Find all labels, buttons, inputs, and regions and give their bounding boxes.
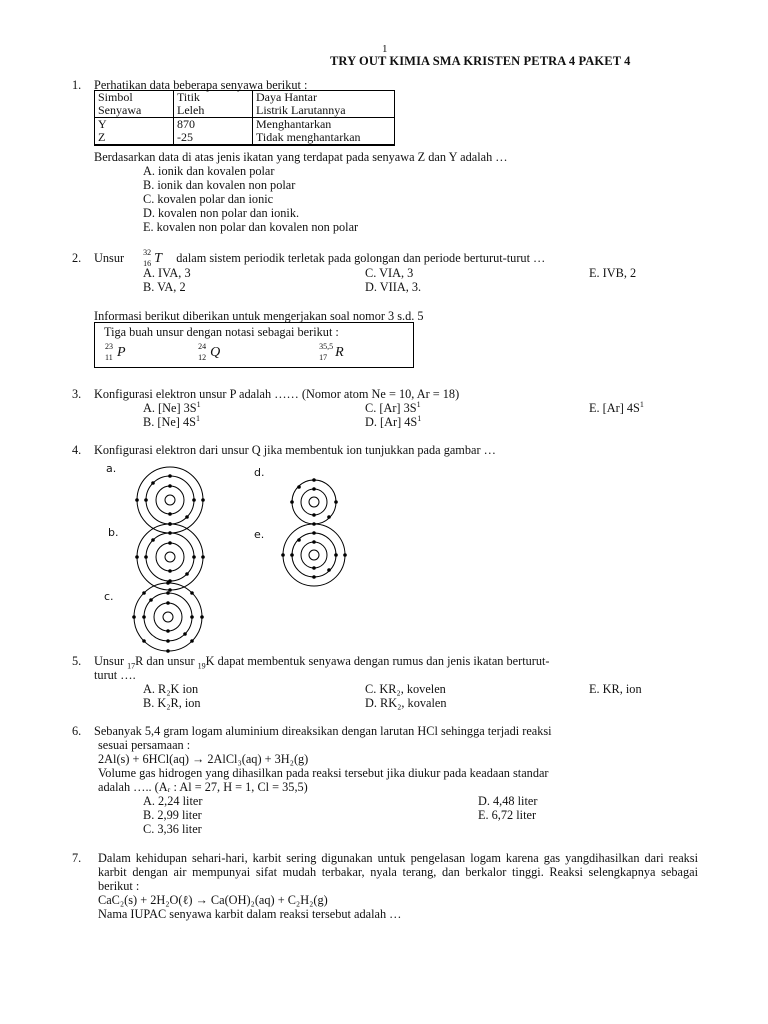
option-b[interactable]: B. K₂R, ion [143, 696, 201, 710]
option-b[interactable]: B. [Ne] $4S^1$ [143, 413, 200, 429]
option-d[interactable]: D. kovalen non polar dan ionik. [143, 206, 300, 220]
option-b[interactable]: B. ionik dan kovalen non polar [143, 178, 296, 192]
option-d[interactable]: D. RK₂, kovalen [365, 696, 447, 710]
option-b[interactable]: b. [108, 526, 119, 539]
option-e[interactable]: E. 6,72 liter [478, 808, 537, 822]
question-text: Perhatikan data beberapa senyawa berikut : [94, 78, 308, 92]
table-header: Daya Hantar Listrik Larutannya [253, 91, 395, 118]
nuclide-p: 23 11 P [105, 342, 126, 362]
question-number: 7. [72, 851, 82, 865]
question-text: Volume gas hidrogen yang dihasilkan pada reaksi tersebut jika diukur pada keadaan standar [98, 766, 549, 780]
option-e[interactable]: E. kovalen non polar dan kovalen non polar [143, 220, 359, 234]
option-a[interactable]: A. IVA, 3 [143, 266, 191, 280]
option-c[interactable]: C. kovalen polar dan ionic [143, 192, 274, 206]
option-a[interactable]: A. 2,24 liter [143, 794, 203, 808]
question-text: Konfigurasi elektron dari unsur Q jika membentuk ion tunjukkan pada gambar … [94, 443, 496, 457]
option-d[interactable]: D. VIIA, 3. [365, 280, 422, 294]
nuclide-r: 35,5 17 R [319, 342, 344, 362]
option-b[interactable]: B. 2,99 liter [143, 808, 202, 822]
table-header: Simbol Senyawa [95, 91, 174, 118]
option-e[interactable]: E. IVB, 2 [589, 266, 637, 280]
reaction-equation: 2Al(s) + 6HCl(aq) → 2AlCl₃(aq) + 3H₂(g) [98, 752, 309, 766]
option-c[interactable]: C. KR₂, kovelen [365, 682, 446, 696]
bohr-models [100, 460, 400, 660]
option-d[interactable]: D. [Ar] $4S^1$ [365, 413, 422, 429]
option-a[interactable]: a. [106, 462, 117, 475]
table-row [95, 118, 395, 145]
option-e[interactable]: e. [254, 528, 265, 541]
compound-table [94, 90, 395, 146]
question-text: Unsur 32 16 T dalam sistem periodik terletak pada golongan dan periode berturut-turut … [94, 248, 546, 268]
question-followup: Berdasarkan data di atas jenis ikatan yang terdapat pada senyawa Z dan Y adalah … [94, 150, 508, 164]
question-text: sesuai persamaan : [98, 738, 191, 752]
question-text: adalah ….. (Aᵣ : Al = 27, H = 1, Cl = 35,5) [98, 780, 308, 794]
question-text-cont: turut …. [94, 668, 136, 682]
question-number: 6. [72, 724, 82, 738]
info-box-text: Tiga buah unsur dengan notasi sebagai berikut : [104, 325, 339, 339]
option-c[interactable]: C. 3,36 liter [143, 822, 202, 836]
atom-diagrams [100, 460, 400, 660]
option-e[interactable]: E. [Ar] $4S^1$ [589, 399, 644, 415]
table-header: Titik Leleh [174, 91, 253, 118]
page-number: 1 [382, 43, 388, 55]
question-number: 5. [72, 654, 82, 668]
question-number: 1. [72, 78, 82, 92]
info-text: Informasi berikut diberikan untuk mengerjakan soal nomor 3 s.d. 5 [94, 309, 424, 323]
option-d[interactable]: d. [254, 466, 265, 479]
table-cell: Menghantarkan Tidak menghantarkan [253, 118, 395, 145]
question-text: Unsur $_{17}$R dan unsur $_{19}$K dapat membentuk senyawa dengan rumus dan jenis ikatan berturut- [94, 654, 550, 671]
option-d[interactable]: D. 4,48 liter [478, 794, 538, 808]
question-text: Konfigurasi elektron unsur P adalah …… (Nomor atom Ne = 10, Ar = 18) [94, 387, 460, 401]
option-a[interactable]: A. ionik dan kovalen polar [143, 164, 275, 178]
info-box [94, 322, 414, 368]
table-cell: 870 -25 [174, 118, 253, 145]
question-number: 2. [72, 251, 82, 265]
page-header: TRY OUT KIMIA SMA KRISTEN PETRA 4 PAKET 4 [330, 54, 631, 68]
question-number: 4. [72, 443, 82, 457]
question-text: Nama IUPAC senyawa karbit dalam reaksi tersebut adalah … [98, 907, 402, 921]
nuclide-q: 24 12 Q [198, 342, 221, 362]
option-b[interactable]: B. VA, 2 [143, 280, 186, 294]
option-c[interactable]: C. VIA, 3 [365, 266, 414, 280]
table-header-row [95, 91, 395, 118]
option-c[interactable]: C. [Ar] $3S^1$ [365, 399, 421, 415]
question-text: Dalam kehidupan sehari-hari, karbit sering digunakan untuk pengelasan logam karena gas yangdihasilkan dari reaksi karbit dengan air mempunyai sifat mudah terbakar, nyala terang, dan berkalor tinggi. Reaksi selengkapnya sebagai berikut : [98, 851, 698, 893]
reaction-equation: CaC₂(s) + 2H₂O(ℓ) → Ca(OH)₂(aq) + C₂H₂(g) [98, 893, 328, 907]
option-c[interactable]: c. [104, 590, 114, 603]
question-number: 3. [72, 387, 82, 401]
option-e[interactable]: E. KR, ion [589, 682, 642, 696]
table-cell: Y Z [95, 118, 174, 145]
question-text: Sebanyak 5,4 gram logam aluminium direaksikan dengan larutan HCl sehingga terjadi reaksi [94, 724, 552, 738]
option-a[interactable]: A. [Ne] $3S^1$ [143, 399, 201, 415]
nuclide-notation: 32 16 T [143, 248, 162, 268]
option-a[interactable]: A. R₂K ion [143, 682, 199, 696]
